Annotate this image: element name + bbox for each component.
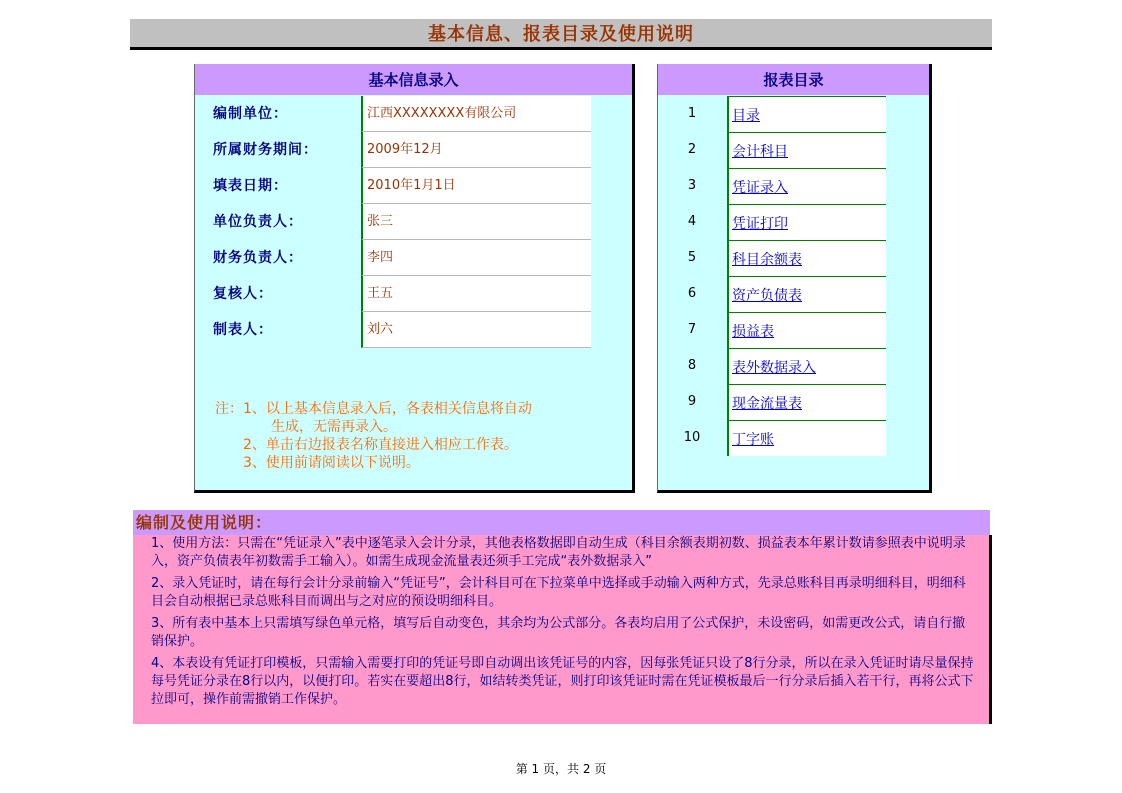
info-row-finance-head <box>195 240 632 276</box>
toc-number: 8 <box>687 358 697 373</box>
basic-info-panel <box>194 64 635 493</box>
instructions-heading: 编制及使用说明： <box>133 510 990 535</box>
info-row-fill-date <box>195 168 632 204</box>
info-row-unit <box>195 96 632 132</box>
toc-link-balance-sheet[interactable]: 资产负债表 <box>727 276 886 312</box>
toc-number: 6 <box>687 286 697 301</box>
report-toc-panel <box>657 64 932 493</box>
toc-link-offsheet[interactable]: 表外数据录入 <box>727 348 886 384</box>
info-row-reviewer <box>195 276 632 312</box>
toc-number: 2 <box>687 142 697 157</box>
page-title: 基本信息、报表目录及使用说明 <box>130 19 992 50</box>
info-label: 单位负责人： <box>213 214 303 230</box>
toc-link-voucher-print[interactable]: 凭证打印 <box>727 204 886 240</box>
note-line: 3、使用前请阅读以下说明。 <box>215 455 420 471</box>
info-label: 填表日期： <box>213 178 288 194</box>
toc-row <box>658 96 929 132</box>
toc-link-voucher-entry[interactable]: 凭证录入 <box>727 168 886 204</box>
basic-info-heading: 基本信息录入 <box>195 64 632 95</box>
instruction-paragraph: 1、使用方法：只需在“凭证录入”表中逐笔录入会计分录，其他表格数据即自动生成（科目余额表期初数、损益表本年累计数请参照表中说明录入，资产负债表年初数需手工输入）。如需生成现金流量表还须手工完成“表外数据录入” <box>151 536 966 569</box>
toc-row <box>658 132 929 168</box>
toc-link-balance[interactable]: 科目余额表 <box>727 240 886 276</box>
info-label: 财务负责人： <box>213 250 303 266</box>
info-label: 复核人： <box>213 286 273 302</box>
toc-link-t-account[interactable]: 丁字账 <box>727 420 886 456</box>
toc-row <box>658 204 929 240</box>
page-footer: 第 1 页，共 2 页 <box>515 762 607 776</box>
instruction-paragraph: 4、本表设有凭证打印模板，只需输入需要打印的凭证号即自动调出该凭证号的内容，因每张凭证只设了8行分录，所以在录入凭证时请尽量保持每号凭证分录在8行以内，以便打印。若实在要超出8行，如结转类凭证，则打印该凭证时需在凭证模板最后一行分录后插入若干行，再将公式下拉即可，操作前需撤销工作保护。 <box>151 656 974 707</box>
info-label: 编制单位： <box>213 106 288 122</box>
toc-link-income[interactable]: 损益表 <box>727 312 886 348</box>
note-line: 2、单击右边报表名称直接进入相应工作表。 <box>215 437 518 453</box>
info-value-input[interactable]: 张三 <box>361 204 591 240</box>
toc-number: 1 <box>687 106 697 121</box>
note-line: 注：1、以上基本信息录入后，各表相关信息将自动 <box>215 401 532 417</box>
info-value-input[interactable]: 2009年12月 <box>361 132 591 168</box>
info-label: 制表人： <box>213 322 273 338</box>
toc-row <box>658 276 929 312</box>
info-value-input[interactable]: 李四 <box>361 240 591 276</box>
instructions-body <box>133 535 992 724</box>
info-row-preparer <box>195 312 632 348</box>
info-value-input[interactable]: 江西XXXXXXXX有限公司 <box>361 96 591 132</box>
toc-row <box>658 168 929 204</box>
info-value-input[interactable]: 2010年1月1日 <box>361 168 591 204</box>
toc-row <box>658 348 929 384</box>
note-line: 生成，无需再录入。 <box>215 419 397 435</box>
toc-row <box>658 420 929 456</box>
info-value-input[interactable]: 刘六 <box>361 312 591 348</box>
info-row-period <box>195 132 632 168</box>
info-note <box>215 400 635 472</box>
toc-number: 3 <box>687 178 697 193</box>
toc-number: 7 <box>687 322 697 337</box>
toc-row <box>658 384 929 420</box>
toc-link-directory[interactable]: 目录 <box>727 96 886 132</box>
toc-link-cashflow[interactable]: 现金流量表 <box>727 384 886 420</box>
toc-number: 9 <box>687 394 697 409</box>
info-value-input[interactable]: 王五 <box>361 276 591 312</box>
toc-number: 4 <box>687 214 697 229</box>
info-label: 所属财务期间： <box>213 142 318 158</box>
info-row-unit-head <box>195 204 632 240</box>
toc-row <box>658 240 929 276</box>
toc-number: 5 <box>687 250 697 265</box>
toc-link-accounts[interactable]: 会计科目 <box>727 132 886 168</box>
instruction-paragraph: 3、所有表中基本上只需填写绿色单元格，填写后自动变色，其余均为公式部分。各表均启用了公式保护，未设密码，如需更改公式，请自行撤销保护。 <box>151 616 966 649</box>
report-toc-heading: 报表目录 <box>658 64 929 95</box>
toc-row <box>658 312 929 348</box>
toc-number: 10 <box>683 430 701 445</box>
instruction-paragraph: 2、录入凭证时，请在每行会计分录前输入“凭证号”，会计科目可在下拉菜单中选择或手动输入两种方式，先录总账科目再录明细科目，明细科目会自动根据已录总账科目而调出与之对应的预设明细科目。 <box>151 576 966 609</box>
